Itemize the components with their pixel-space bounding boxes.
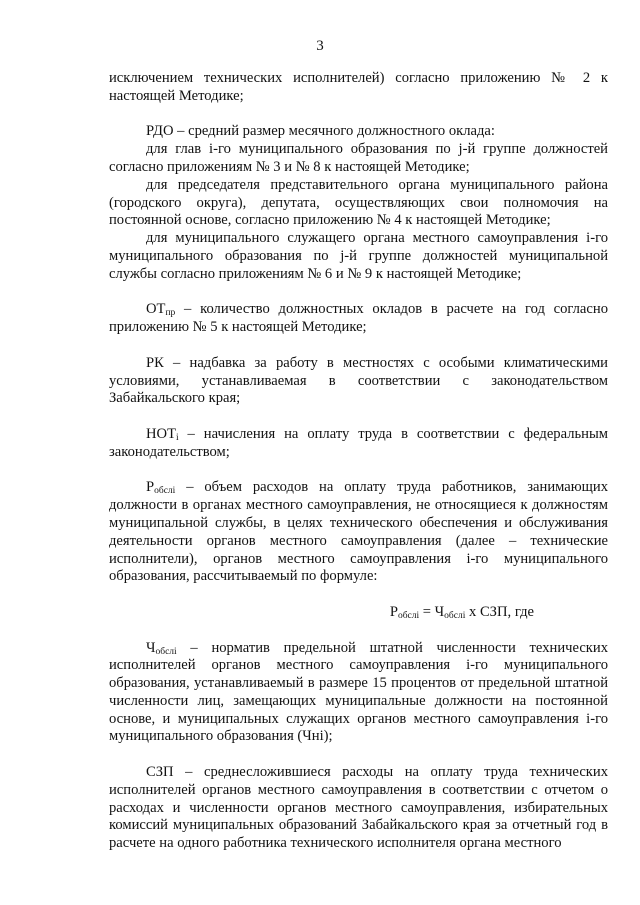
paragraph-rk: РК – надбавка за работу в местностях с особыми климатическими условиями, устанавливаемая в соответствии с законодательством Забайкальского края; <box>109 354 608 407</box>
paragraph-not-text: – начисления на оплату труда в соответствии с федеральным законодательством; <box>109 425 608 460</box>
paragraph-chobsl <box>109 640 608 747</box>
formula-eq: = Ч <box>419 603 445 620</box>
paragraph-szp: СЗП – среднесложившиеся расходы на оплату труда технических исполнителей органов местного самоуправления в соответствии с отчетом о расходах и численности органов местного самоуправления, избирательных комиссий муниципальных образований Забайкальского края за отчетный год в расчете на одного работника технического исполнителя органа местного <box>109 764 608 852</box>
page-number: 3 <box>316 38 324 54</box>
symbol-robsl: Р <box>146 479 155 496</box>
paragraph-ot <box>109 301 608 337</box>
symbol-not: НОТ <box>146 425 176 442</box>
paragraph-robsl-text: – объем расходов на оплату труда работников, занимающих должности в органах местного самоуправления, не относящиеся к должностям муниципальной службы, в целях технического обеспечения и обслуживания деятельности органов местного самоуправления (далее – технические исполнители), органов местного самоуправления i-го муниципального образования, рассчитываемый по формуле: <box>109 479 608 585</box>
formula-rest: х СЗП, где <box>465 603 534 620</box>
formula-lhs: Р <box>389 603 398 620</box>
paragraph-continuation: исключением технических исполнителей) согласно приложению № 2 к настоящей Методике; <box>109 70 608 104</box>
paragraph-rdo: РДО – средний размер месячного должностного оклада: <box>146 123 495 140</box>
paragraph-rdo-heads: для глав i-го муниципального образования по j-й группе должностей согласно приложениям № 3 и № 8 к настоящей Методике; <box>109 141 608 175</box>
paragraph-rdo-employee: для муниципального служащего органа местного самоуправления i-го муниципального образования по j-й группе должностей муниципальной службы согласно приложениям № 6 и № 9 к настоящей Методике; <box>109 230 608 282</box>
formula <box>109 604 608 622</box>
subscript-not: i <box>176 432 179 443</box>
symbol-ot: ОТ <box>146 301 166 318</box>
subscript-robsl: обслi <box>154 486 176 497</box>
symbol-chobsl: Ч <box>146 639 156 656</box>
formula-rhs-subscript: обслi <box>444 610 466 621</box>
subscript-ot: пр <box>165 308 176 319</box>
paragraph-robsl <box>109 479 608 586</box>
paragraph-ot-text: – количество должностных окладов в расчете на год согласно приложению № 5 к настоящей Методике; <box>109 301 608 336</box>
formula-lhs-subscript: обслi <box>397 610 420 621</box>
subscript-chobsl: обслi <box>155 646 177 657</box>
document-body <box>109 70 608 853</box>
paragraph-chobsl-text: – норматив предельной штатной численности технических исполнителей органов местного самоуправления i-го муниципального образования, устанавливаемый в размере 15 процентов от предельной штатной численности лиц, замещающих муниципальные должности на постоянной основе, и муниципальных служащих органов местного самоуправления i-го муниципального образования (Чнi); <box>109 639 608 745</box>
paragraph-rdo-chairman: для председателя представительного органа муниципального района (городского округа), депутата, осуществляющих свои полномочия на постоянной основе, согласно приложению № 4 к настоящей Методике; <box>109 176 608 229</box>
paragraph-not <box>109 426 608 462</box>
